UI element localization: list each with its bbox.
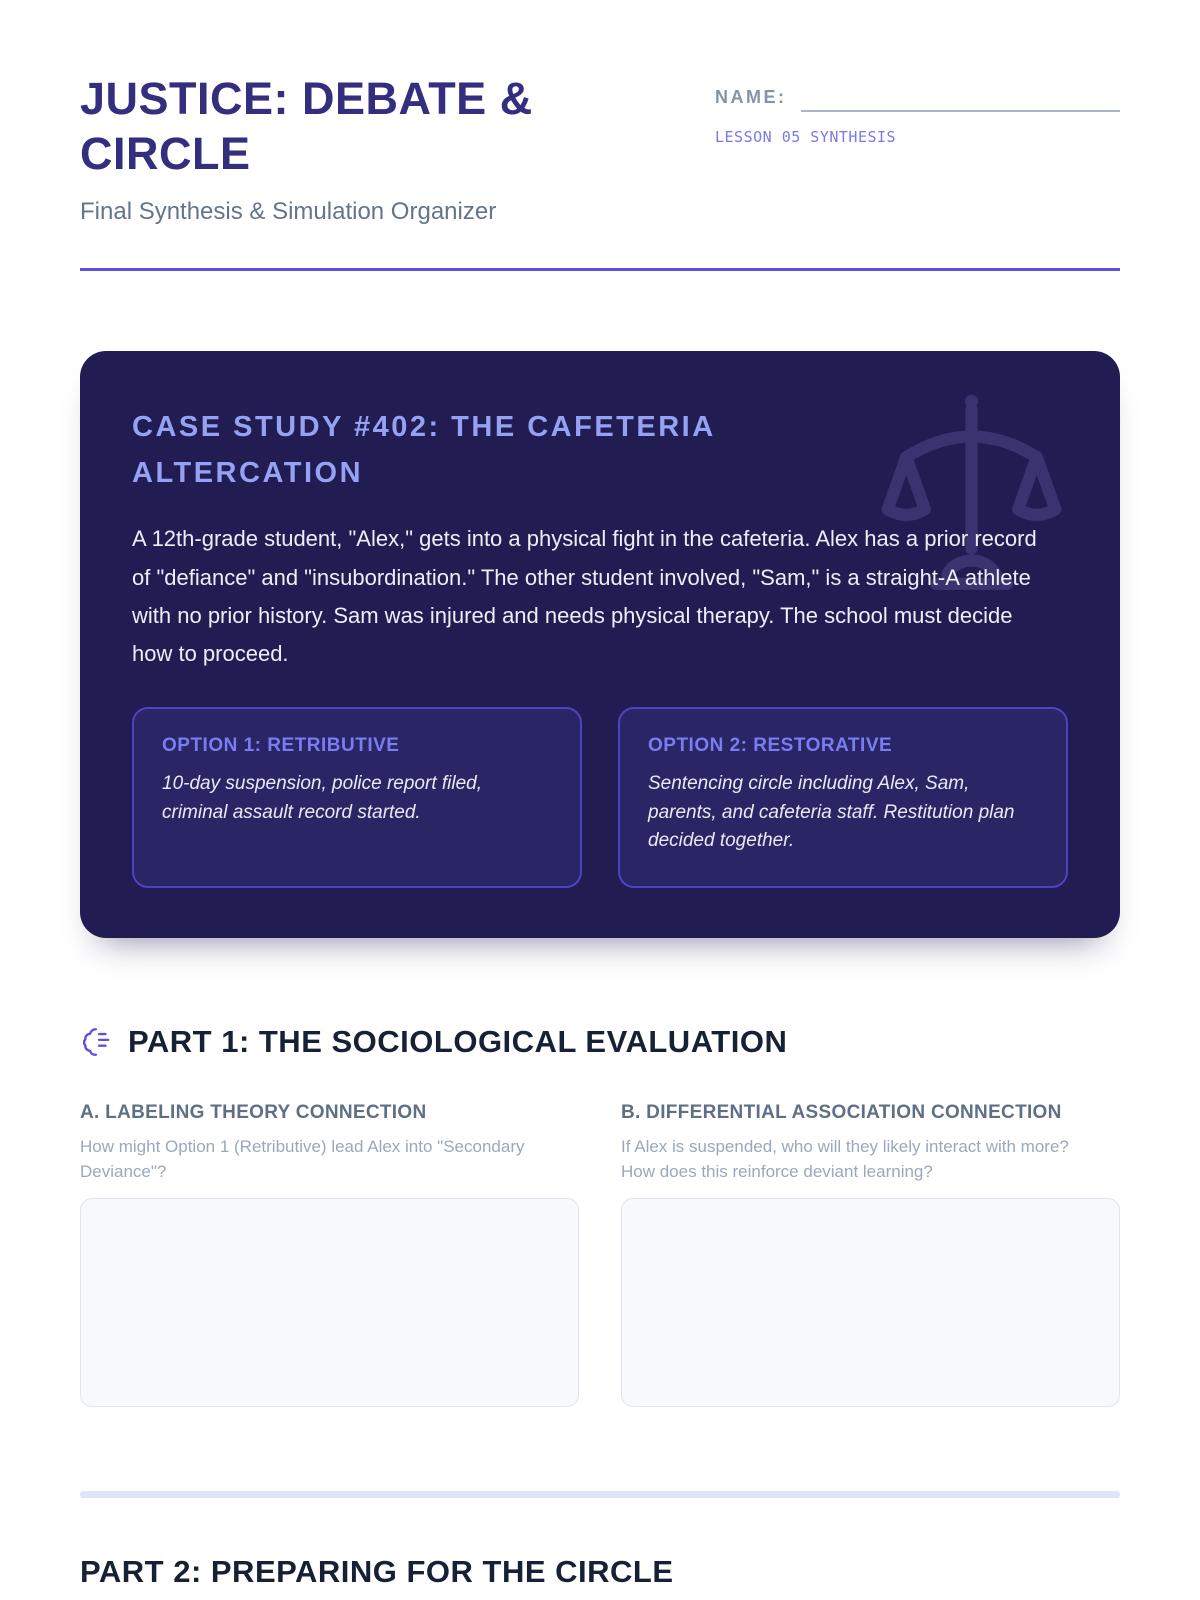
- part-1-heading-row: [80, 1024, 1120, 1060]
- header-left: [80, 72, 560, 226]
- part-1-section: [80, 1024, 1120, 1407]
- header: [80, 72, 1120, 226]
- header-divider: [80, 268, 1120, 271]
- case-study-title: CASE STUDY #402: THE CAFETERIA ALTERCATION: [132, 410, 715, 489]
- question-a-prompt: How might Option 1 (Retributive) lead Alex into "Secondary Deviance"?: [80, 1136, 525, 1181]
- option-1-card: [132, 707, 582, 888]
- question-a-label: A. LABELING THEORY CONNECTION: [80, 1101, 427, 1123]
- part-2-heading: PART 2: PREPARING FOR THE CIRCLE: [80, 1554, 674, 1590]
- option-1-description: 10-day suspension, police report filed, criminal assault record started.: [162, 773, 483, 823]
- case-study-body: A 12th-grade student, "Alex," gets into a physical fight in the cafeteria. Alex has a prior record of "defiance" and "insubordination." The other student involved, "Sam," is a straight-A athlete with no prior history. Sam was injured and needs physical therapy. The school must decide how to proceed.: [132, 526, 1037, 667]
- name-label: NAME:: [715, 87, 787, 107]
- option-1-title: OPTION 1: RETRIBUTIVE: [162, 735, 400, 757]
- page-subtitle: Final Synthesis & Simulation Organizer: [80, 197, 497, 225]
- question-b-column: [621, 1102, 1120, 1407]
- question-a-column: [80, 1102, 579, 1407]
- question-b-label: B. DIFFERENTIAL ASSOCIATION CONNECTION: [621, 1101, 1062, 1123]
- part-1-questions: [80, 1102, 1120, 1407]
- question-a-answer-box[interactable]: [80, 1198, 579, 1407]
- option-2-card: [618, 707, 1068, 888]
- header-right: [715, 72, 1120, 146]
- question-b-prompt: If Alex is suspended, who will they likely interact with more? How does this reinforce deviant learning?: [621, 1136, 1069, 1181]
- question-b-answer-box[interactable]: [621, 1198, 1120, 1407]
- section-divider: [80, 1491, 1120, 1498]
- name-row: [715, 82, 1120, 112]
- options-grid: [132, 707, 1068, 888]
- option-2-title: OPTION 2: RESTORATIVE: [648, 735, 893, 757]
- part-1-heading: PART 1: THE SOCIOLOGICAL EVALUATION: [128, 1023, 788, 1059]
- case-study-card: [80, 351, 1120, 938]
- lesson-tag: LESSON 05 SYNTHESIS: [715, 128, 897, 146]
- brain-icon: [80, 1025, 114, 1059]
- option-2-description: Sentencing circle including Alex, Sam, parents, and cafeteria staff. Restitution plan decided together.: [648, 773, 1015, 852]
- name-input[interactable]: [801, 82, 1121, 112]
- page-title: JUSTICE: DEBATE & CIRCLE: [80, 73, 533, 179]
